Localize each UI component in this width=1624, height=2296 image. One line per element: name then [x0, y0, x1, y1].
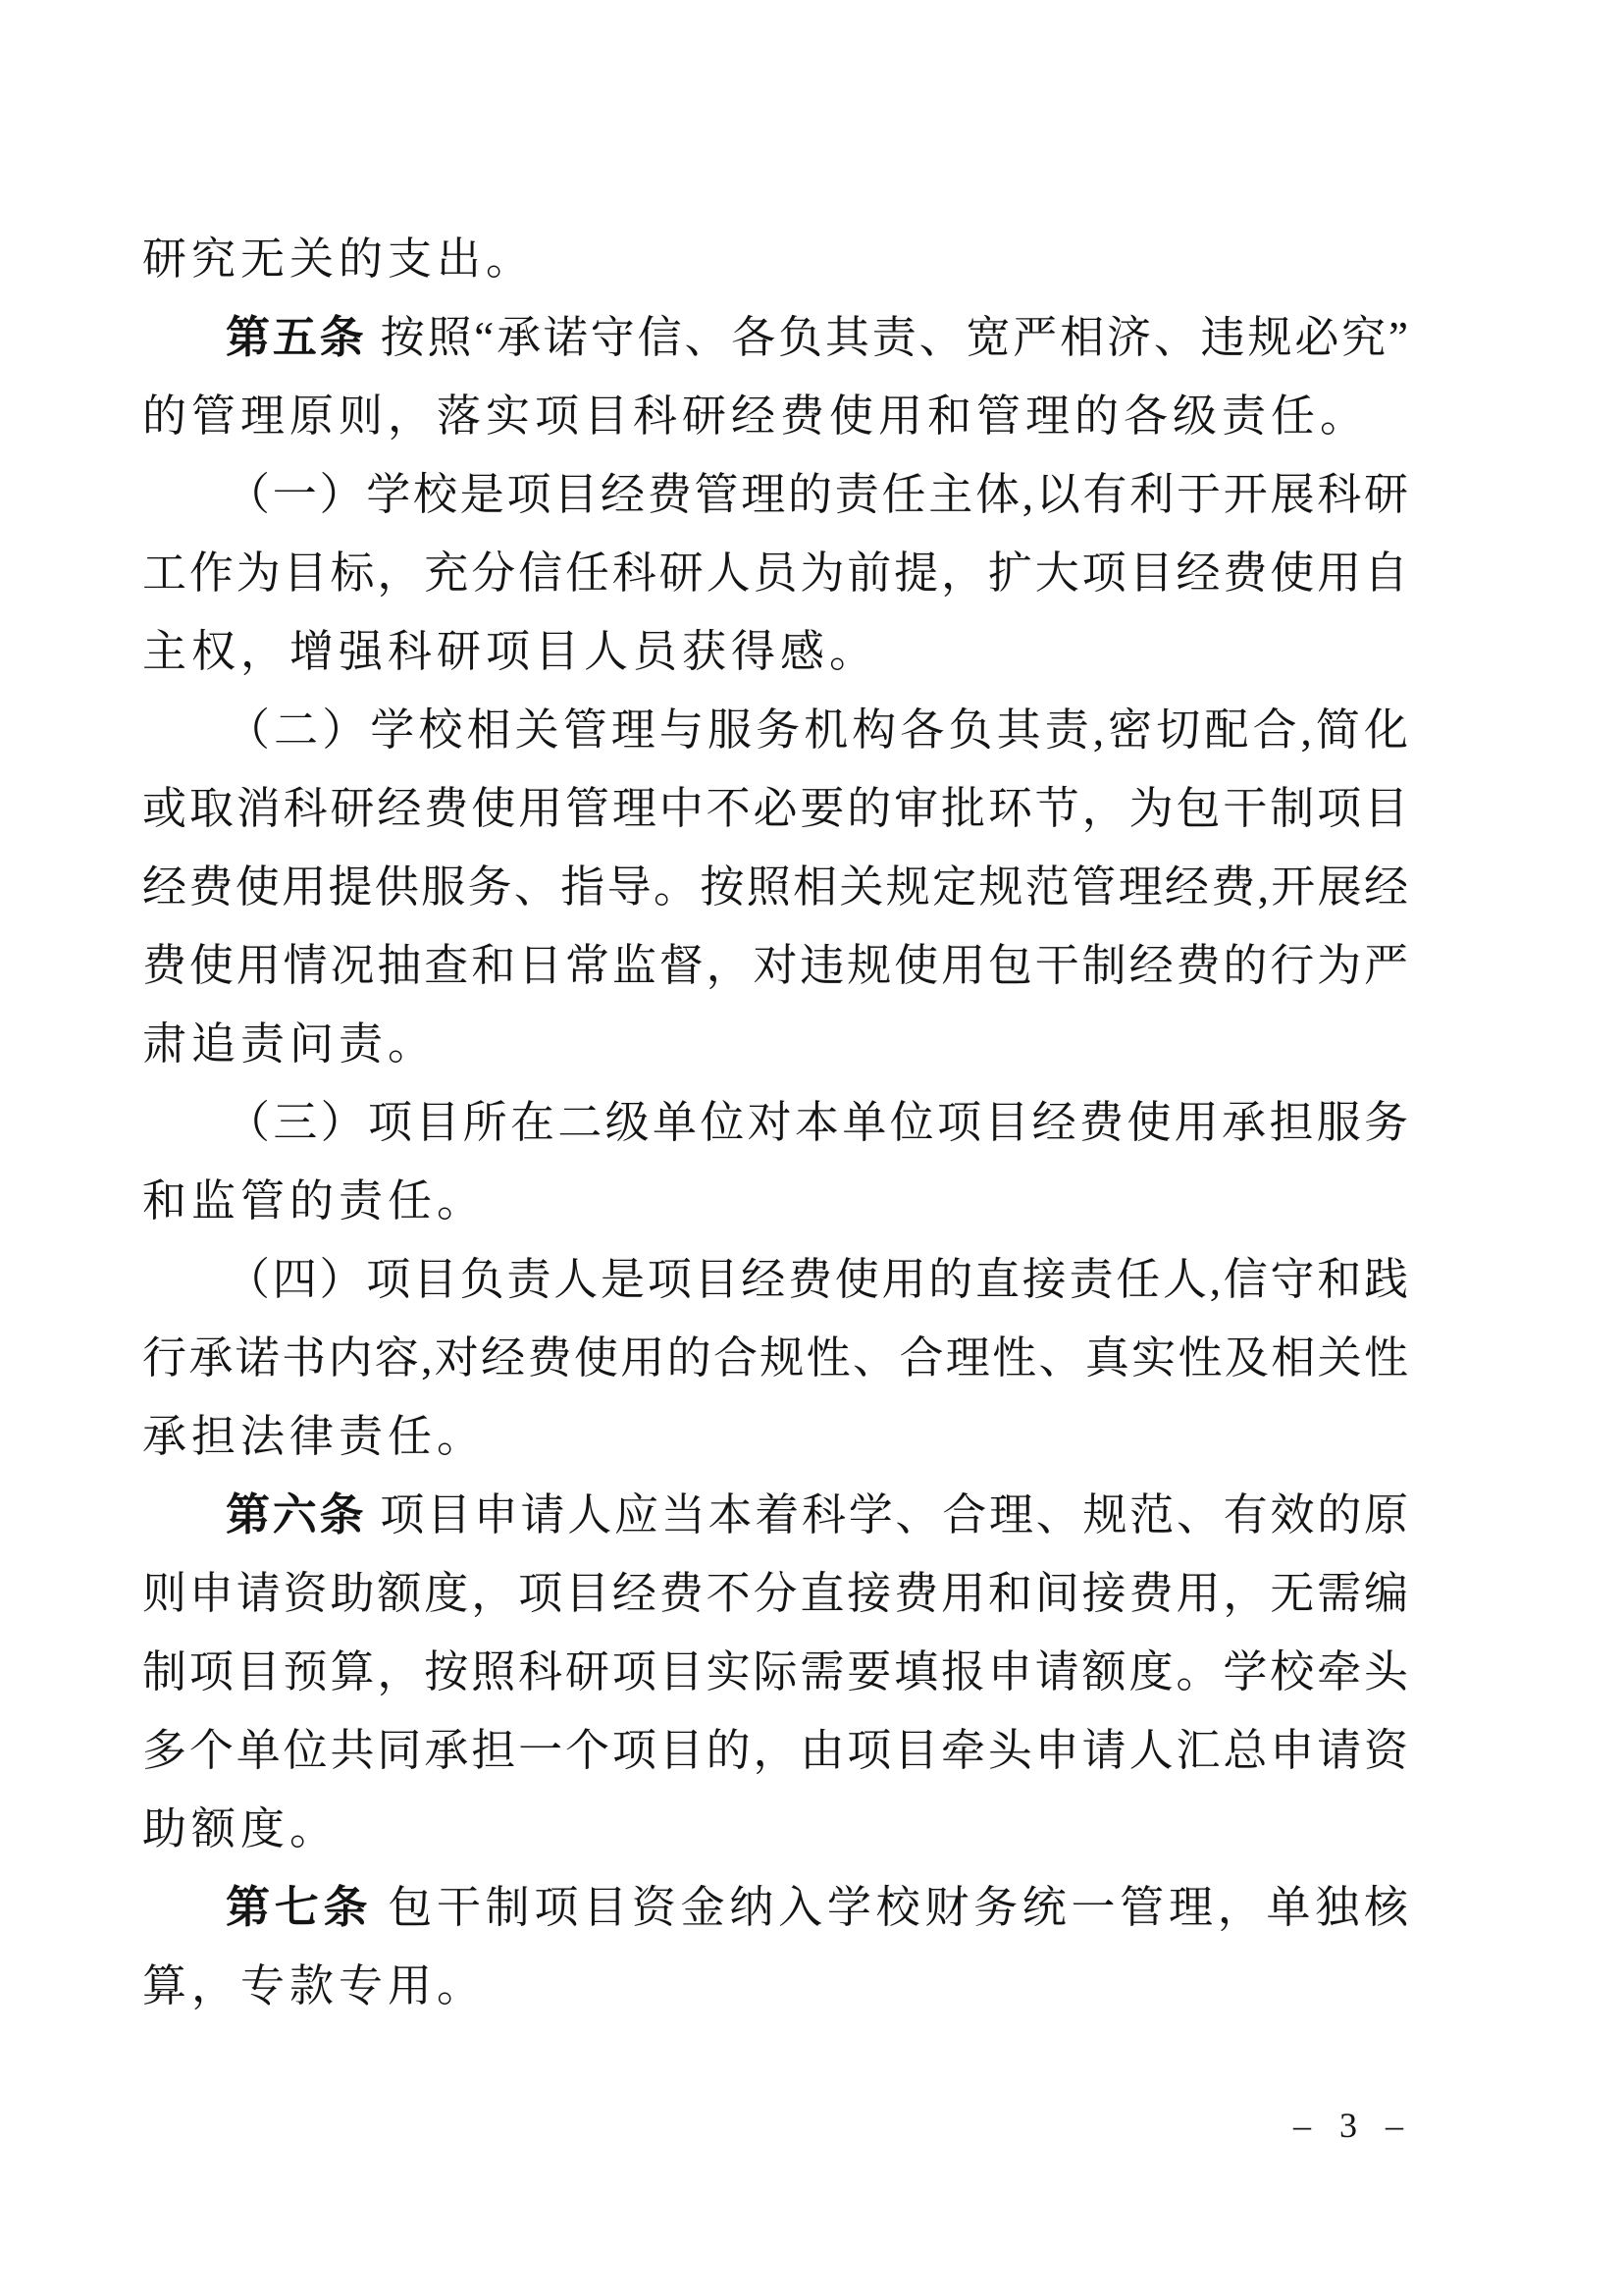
line-text: 多个单位共同承担一个项目的，由项目牵头申请人汇总申请资 [142, 1726, 1408, 1775]
line-text: 项目申请人应当本着科学、合理、规范、有效的原 [366, 1490, 1408, 1539]
line-text: 的管理原则，落实项目科研经费使用和管理的各级责任。 [142, 391, 1370, 441]
line-text: 算，专款专用。 [142, 1961, 487, 2010]
text-line [142, 1790, 1408, 1868]
text-line [142, 1868, 1408, 1947]
text-line [142, 377, 1408, 455]
line-text: 工作为目标，充分信任科研人员为前提，扩大项目经费使用自 [142, 548, 1408, 598]
text-line [142, 1633, 1408, 1711]
line-text: 费使用情况抽查和日常监督，对违规使用包干制经费的行为严 [142, 941, 1408, 990]
line-text: 或取消科研经费使用管理中不必要的审批环节，为包干制项目 [142, 784, 1408, 833]
text-line [142, 534, 1408, 612]
text-line [142, 926, 1408, 1005]
article-number: 第六条 [226, 1490, 367, 1539]
line-text: 行承诺书内容,对经费使用的合规性、合理性、真实性及相关性 [142, 1333, 1408, 1383]
line-text: 研究无关的支出。 [142, 235, 536, 284]
text-line [142, 1397, 1408, 1476]
line-text: 包干制项目资金纳入学校财务统一管理，单独核 [372, 1883, 1408, 1932]
text-line [142, 691, 1408, 769]
line-text: 主权，增强科研项目人员获得感。 [142, 627, 879, 676]
text-line [142, 455, 1408, 534]
line-text: 和监管的责任。 [142, 1176, 487, 1226]
line-text: 承担法律责任。 [142, 1412, 487, 1461]
text-line [142, 1554, 1408, 1633]
line-text: （二）学校相关管理与服务机构各负其责,密切配合,简化 [226, 705, 1408, 755]
line-text: 经费使用提供服务、指导。按照相关规定规范管理经费,开展经 [142, 862, 1408, 912]
text-line [142, 769, 1408, 848]
line-text: （三）项目所在二级单位对本单位项目经费使用承担服务 [226, 1098, 1408, 1147]
text-line [142, 1083, 1408, 1162]
text-line [142, 298, 1408, 377]
text-line [142, 1476, 1408, 1554]
text-line [142, 1711, 1408, 1790]
text-line [142, 220, 1408, 298]
article-number: 第七条 [226, 1883, 373, 1932]
line-text: （一）学校是项目经费管理的责任主体,以有利于开展科研 [226, 470, 1408, 519]
text-line [142, 612, 1408, 691]
text-line [142, 1005, 1408, 1083]
line-text: 肃追责问责。 [142, 1019, 438, 1069]
line-text: 则申请资助额度，项目经费不分直接费用和间接费用，无需编 [142, 1569, 1408, 1618]
text-line [142, 1319, 1408, 1397]
article-number: 第五条 [226, 313, 367, 362]
line-text: 助额度。 [142, 1804, 340, 1853]
text-line [142, 848, 1408, 926]
page-number: – 3 – [1293, 2106, 1413, 2145]
text-line [142, 1240, 1408, 1319]
line-text: （四）项目负责人是项目经费使用的直接责任人,信守和践 [226, 1255, 1408, 1304]
line-text: 制项目预算，按照科研项目实际需要填报申请额度。学校牵头 [142, 1647, 1408, 1696]
document-body [142, 220, 1408, 2025]
line-text: 按照“承诺守信、各负其责、宽严相济、违规必究” [366, 313, 1408, 362]
text-line [142, 1947, 1408, 2025]
text-line [142, 1162, 1408, 1240]
